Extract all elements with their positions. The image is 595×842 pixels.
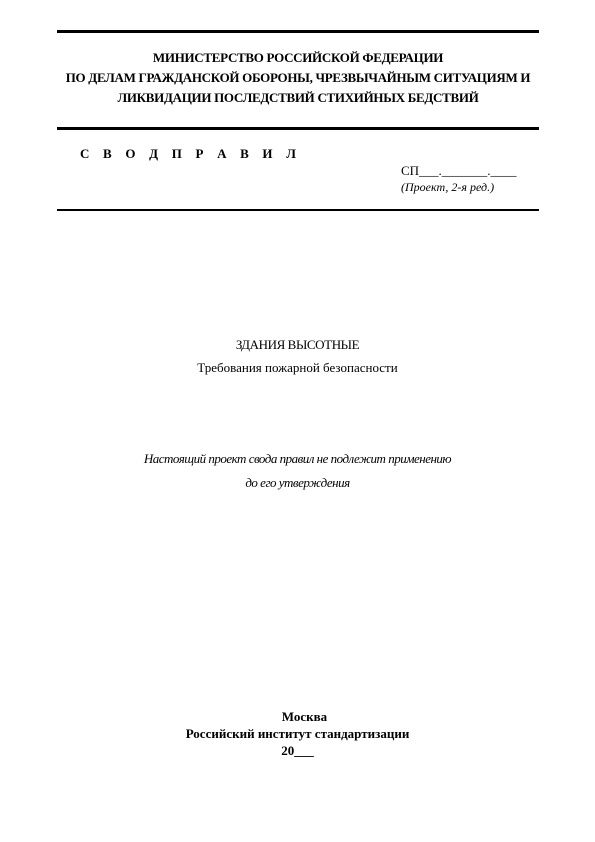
- ministry-line-2: ПО ДЕЛАМ ГРАЖДАНСКОЙ ОБОРОНЫ, ЧРЕЗВЫЧАЙНЫМ СИТУАЦИЯМ И: [65, 70, 531, 85]
- document-title: ЗДАНИЯ ВЫСОТНЫЕ: [235, 337, 360, 352]
- ministry-line-3: ЛИКВИДАЦИИ ПОСЛЕДСТВИЙ СТИХИЙНЫХ БЕДСТВИЙ: [117, 90, 479, 105]
- lower-rule: [57, 209, 539, 211]
- imprint-city: Москва: [281, 709, 328, 724]
- imprint-publisher: Российский институт стандартизации: [185, 726, 410, 741]
- top-rule: [57, 30, 539, 33]
- imprint: [0, 708, 595, 759]
- ministry-header: [57, 48, 539, 108]
- ministry-line-1: МИНИСТЕРСТВО РОССИЙСКОЙ ФЕДЕРАЦИИ: [152, 50, 444, 65]
- document-subtitle: Требования пожарной безопасности: [197, 360, 398, 375]
- notice-line-2: до его утверждения: [245, 475, 350, 490]
- middle-rule: [57, 127, 539, 130]
- imprint-year: 20___: [281, 743, 314, 758]
- draft-note: (Проект, 2-я ред.): [401, 180, 495, 194]
- notice-line-1: Настоящий проект свода правил не подлежит применению: [143, 451, 452, 466]
- draft-notice: [0, 447, 595, 495]
- document-code: СП___._______.____: [401, 163, 517, 178]
- document-type: С В О Д П Р А В И Л: [80, 146, 302, 161]
